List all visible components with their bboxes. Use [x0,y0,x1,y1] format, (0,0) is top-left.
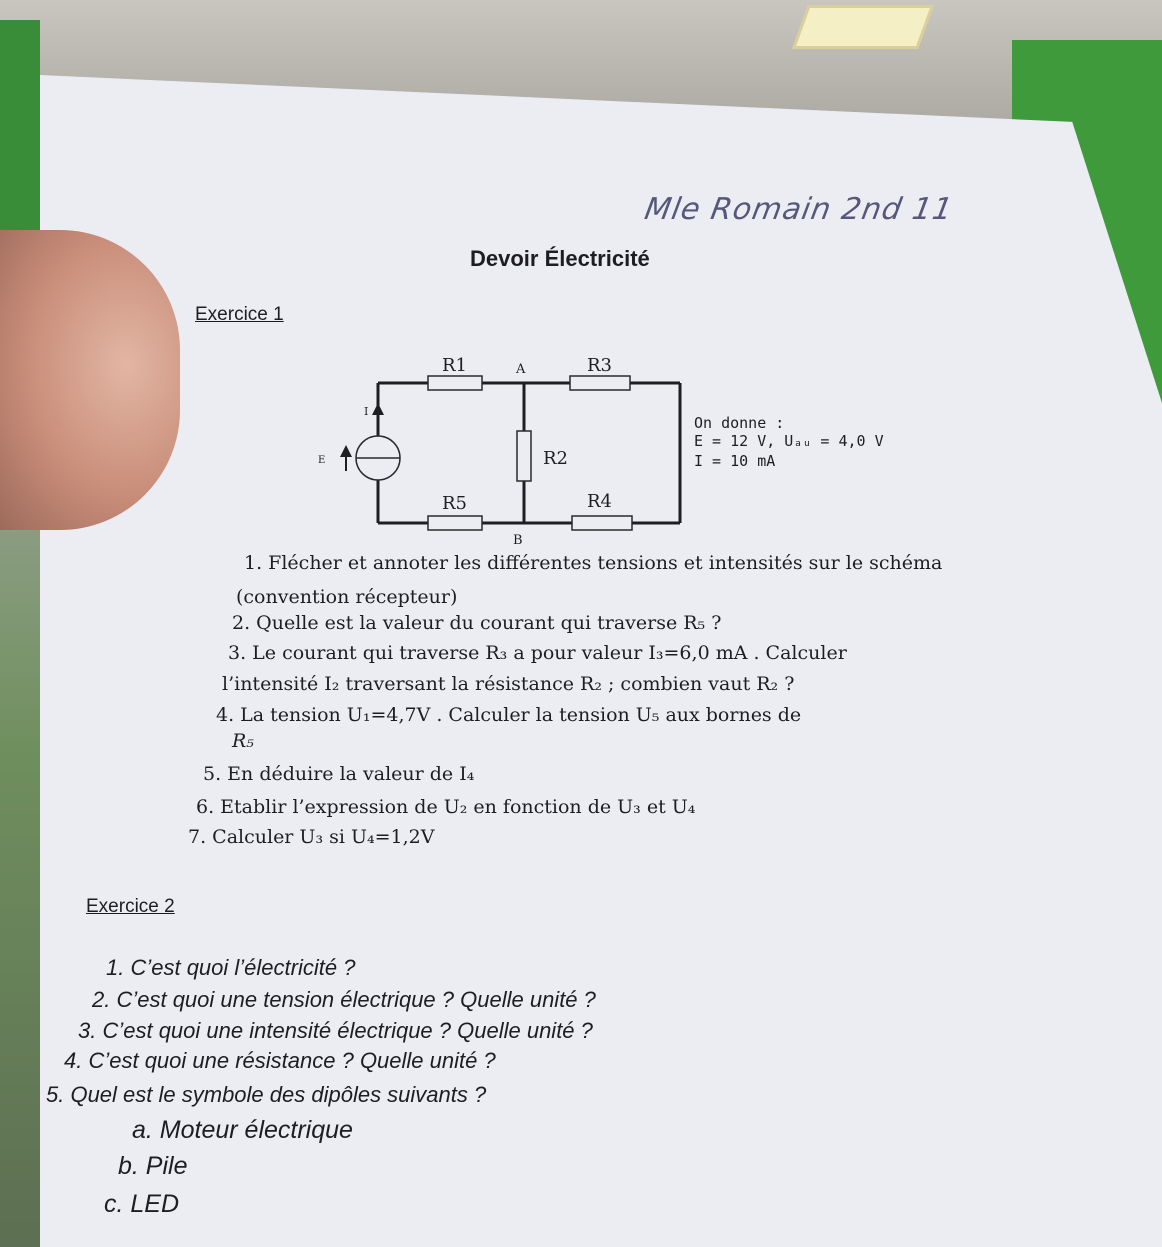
ex2-item-c: c. LED [104,1190,180,1218]
exercise1-heading: Exercice 1 [195,304,284,325]
handwritten-note: Mle Romain 2nd 11 [641,192,956,227]
label-r2: R2 [543,448,569,469]
resistor-r5 [428,516,482,530]
ex2-question-2: 2. C’est quoi une tension électrique ? Quelle unité ? [92,987,596,1012]
ex2-question-1: 1. C’est quoi l’électricité ? [106,955,356,980]
ex1-question-7: 7. Calculer U₃ si U₄=1,2V [188,826,435,848]
ex1-question-1-cont: (convention récepteur) [236,586,458,608]
resistor-r2 [517,431,531,481]
label-r5: R5 [442,493,468,514]
ex1-question-6: 6. Etablir l’expression de U₂ en fonction de U₃ et U₄ [196,796,696,818]
resistor-r4 [572,516,632,530]
label-current: I [364,405,369,418]
given-line3: I = 10 mA [694,452,776,470]
given-line2: E = 12 V, Uₐᵤ = 4,0 V [694,432,884,450]
label-node-a: A [516,362,526,377]
ex2-item-b: b. Pile [118,1152,188,1180]
ex1-question-4: 4. La tension U₁=4,7V . Calculer la tension U₅ aux bornes de [216,704,802,726]
ex2-question-3: 3. C’est quoi une intensité électrique ? Quelle unité ? [78,1018,593,1043]
label-r4: R4 [587,491,613,512]
circuit-diagram [300,345,690,550]
label-node-b: B [513,533,523,548]
ex2-question-4: 4. C’est quoi une résistance ? Quelle unité ? [64,1048,496,1073]
label-source: E [318,455,326,466]
ex1-question-2: 2. Quelle est la valeur du courant qui traverse R₅ ? [232,612,722,634]
ex1-question-5: 5. En déduire la valeur de I₄ [203,763,475,785]
ex1-question-3: 3. Le courant qui traverse R₃ a pour valeur I₃=6,0 mA . Calculer [228,642,847,664]
ex2-item-a: a. Moteur électrique [132,1116,353,1144]
ex1-question-3-cont: l’intensité I₂ traversant la résistance R₂ ; combien vaut R₂ ? [222,673,795,695]
exercise2-heading: Exercice 2 [86,896,175,917]
current-arrow-icon [372,403,384,415]
ex1-question-1: 1. Flécher et annoter les différentes tensions et intensités sur le schéma [244,552,943,574]
page-title: Devoir Électricité [470,246,650,271]
given-line1: On donne : [694,414,785,432]
ex1-question-4-cont: R₅ [232,730,254,752]
resistor-r1 [428,376,482,390]
label-r3: R3 [587,355,613,376]
resistor-r3 [570,376,630,390]
label-r1: R1 [442,355,468,376]
ex2-question-5: 5. Quel est le symbole des dipôles suivants ? [46,1082,487,1107]
